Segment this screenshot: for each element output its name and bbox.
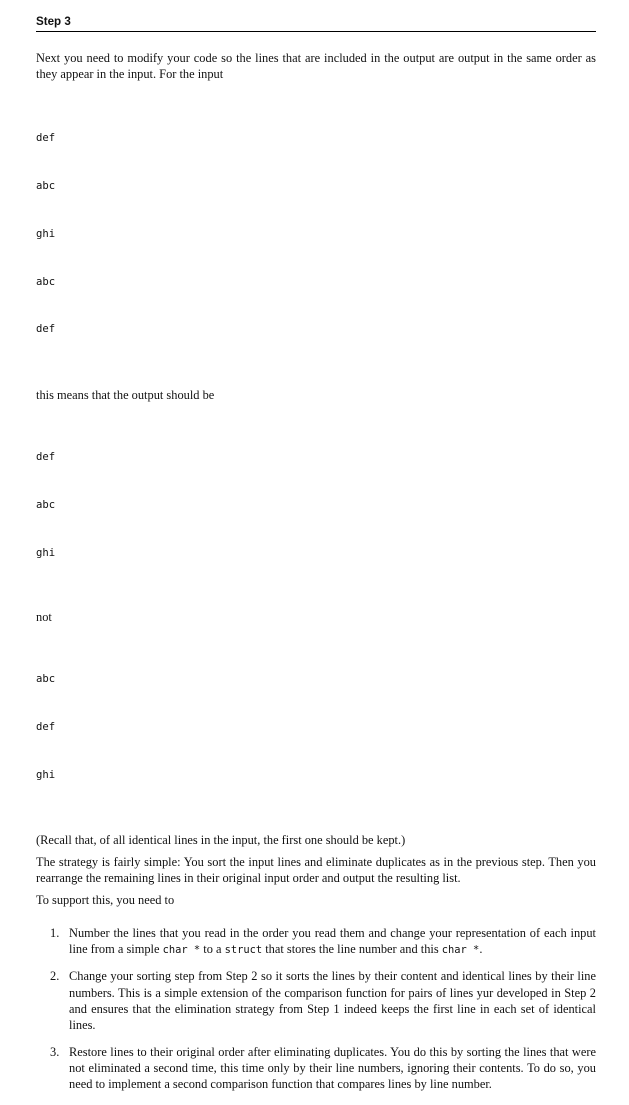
support-intro-paragraph: To support this, you need to	[36, 893, 175, 908]
recall-paragraph: (Recall that, of all identical lines in the input, the first one should be kept.)	[36, 832, 406, 847]
strategy-paragraph: The strategy is fairly simple: You sort the input lines and eliminate duplicates as in the previous step. Then you rearrange the remaining lines in their original input order and output the resulting list.	[36, 854, 596, 886]
code-line: abc	[36, 673, 56, 686]
code-line: def	[36, 132, 56, 145]
input-code-block	[36, 100, 596, 370]
inline-code: struct	[224, 944, 263, 957]
code-line: def	[36, 323, 56, 336]
code-line: abc	[36, 275, 56, 288]
code-line: abc	[36, 498, 56, 511]
heading-rule	[36, 31, 596, 32]
output-code-block	[36, 418, 596, 593]
output-intro-paragraph: this means that the output should be	[36, 388, 215, 402]
list-number: 3.	[50, 1044, 60, 1059]
code-line: ghi	[36, 227, 56, 240]
list-item	[36, 925, 596, 959]
text-span: that stores the line number and this	[262, 942, 442, 957]
document-page	[36, 0, 596, 1105]
text-span: to a	[200, 942, 225, 957]
list-item	[36, 968, 596, 1033]
text-span: Number the lines that you read in the order you read them and change your representation of each input line from a simple	[69, 925, 596, 957]
not-word: not	[36, 610, 52, 625]
wrong-output-code-block	[36, 641, 596, 816]
code-line: ghi	[36, 768, 56, 781]
inline-code: char *	[441, 944, 480, 957]
inline-code: char *	[162, 944, 201, 957]
step-heading: Step 3	[36, 15, 71, 28]
intro-paragraph: Next you need to modify your code so the lines that are included in the output are output in the same order as they appear in the input. For the input	[36, 51, 596, 82]
list-number: 2.	[50, 969, 60, 984]
list-item-text	[69, 925, 596, 959]
list-item-text: Change your sorting step from Step 2 so it sorts the lines by their content and identical lines by their line numbers. This is a simple extension of the comparison function for pairs of lines yur developed in Step 2 and ensures that the elimination strategy from Step 1 indeed keeps the first line in each set of identical lines.	[69, 969, 596, 1033]
list-item-text: Restore lines to their original order after eliminating duplicates. You do this by sorting the lines that were not eliminated a second time, this time only by their line numbers, ignoring their contents. To do so, you need to implement a second comparison function that compares lines by line number.	[69, 1044, 596, 1092]
steps-list	[36, 925, 596, 1093]
code-line: abc	[36, 180, 56, 193]
code-line: def	[36, 721, 56, 734]
text-span: .	[479, 942, 483, 957]
code-line: def	[36, 451, 56, 464]
code-line: ghi	[36, 546, 56, 559]
list-number: 1.	[50, 925, 60, 940]
list-item	[36, 1044, 596, 1093]
